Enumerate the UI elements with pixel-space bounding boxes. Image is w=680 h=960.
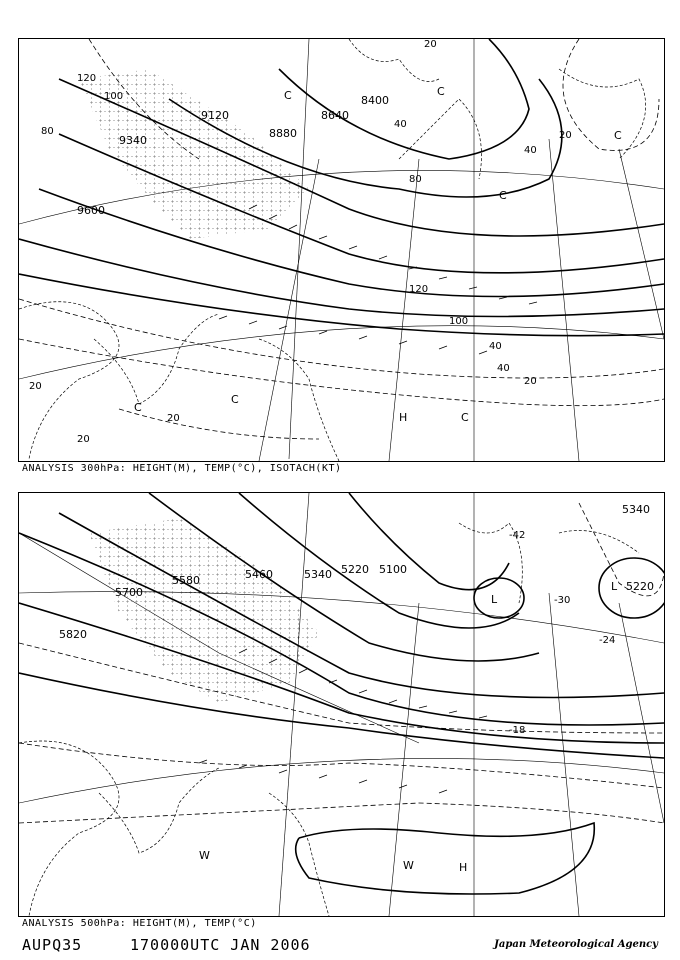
pressure-center: H — [399, 411, 408, 424]
agency-name: Japan Meteorological Agency — [494, 939, 658, 950]
isotach-label: 40 — [394, 119, 407, 130]
isotach-label: 20 — [424, 39, 437, 50]
isotach-label: 20 — [167, 413, 180, 424]
height-label: 5220 — [341, 563, 369, 576]
isotach-label: 100 — [449, 316, 469, 327]
pressure-center: C — [134, 401, 142, 414]
height-label: 9600 — [77, 204, 105, 217]
pressure-center: C — [437, 85, 445, 98]
pressure-center: C — [614, 129, 622, 142]
chart-code: AUPQ35 — [22, 936, 83, 954]
height-label: 8640 — [321, 109, 349, 122]
isotach-label: 20 — [29, 381, 42, 392]
map-500hpa — [18, 492, 665, 917]
isotach-label: 80 — [409, 174, 422, 185]
isotach-label: 100 — [104, 91, 124, 102]
map-300hpa-svg — [19, 39, 664, 461]
height-label: 5220 — [626, 580, 654, 593]
pressure-center: W — [199, 849, 210, 862]
map-500hpa-svg — [19, 493, 664, 916]
pressure-center: C — [499, 189, 507, 202]
height-label: 5340 — [304, 568, 332, 581]
height-label: 5100 — [379, 563, 407, 576]
height-label: 5700 — [115, 586, 143, 599]
pressure-center: L — [491, 593, 498, 606]
pressure-center: H — [459, 861, 468, 874]
pressure-center: C — [231, 393, 239, 406]
pressure-center: C — [461, 411, 469, 424]
isotach-label: 20 — [524, 376, 537, 387]
hatch-area — [89, 518, 319, 703]
height-label: 8400 — [361, 94, 389, 107]
pressure-center: C — [284, 89, 292, 102]
pressure-center: L — [611, 580, 618, 593]
caption-300hpa: ANALYSIS 300hPa: HEIGHT(M), TEMP(°C), ISOTACH(KT) — [22, 463, 342, 474]
temp-label: -42 — [509, 530, 526, 541]
temp-label: -24 — [599, 635, 616, 646]
isotach-label: 20 — [559, 130, 572, 141]
temp-label: -18 — [509, 725, 526, 736]
height-label: 5460 — [245, 568, 273, 581]
caption-500hpa: ANALYSIS 500hPa: HEIGHT(M), TEMP(°C) — [22, 918, 257, 929]
height-label: 9340 — [119, 134, 147, 147]
isotach-label: 40 — [497, 363, 510, 374]
map-300hpa — [18, 38, 665, 462]
pressure-center: W — [403, 859, 414, 872]
isotach-label: 40 — [489, 341, 502, 352]
isotach-label: 120 — [409, 284, 429, 295]
height-label: 5820 — [59, 628, 87, 641]
isotach-label: 80 — [41, 126, 54, 137]
isotach-label: 40 — [524, 145, 537, 156]
temp-label: -30 — [554, 595, 571, 606]
analysis-time: 170000UTC JAN 2006 — [130, 936, 311, 954]
height-label: 5580 — [172, 574, 200, 587]
height-label: 8880 — [269, 127, 297, 140]
height-label: 5340 — [622, 503, 650, 516]
isotach-label: 20 — [77, 434, 90, 445]
height-label: 9120 — [201, 109, 229, 122]
isotach-label: 120 — [77, 73, 97, 84]
